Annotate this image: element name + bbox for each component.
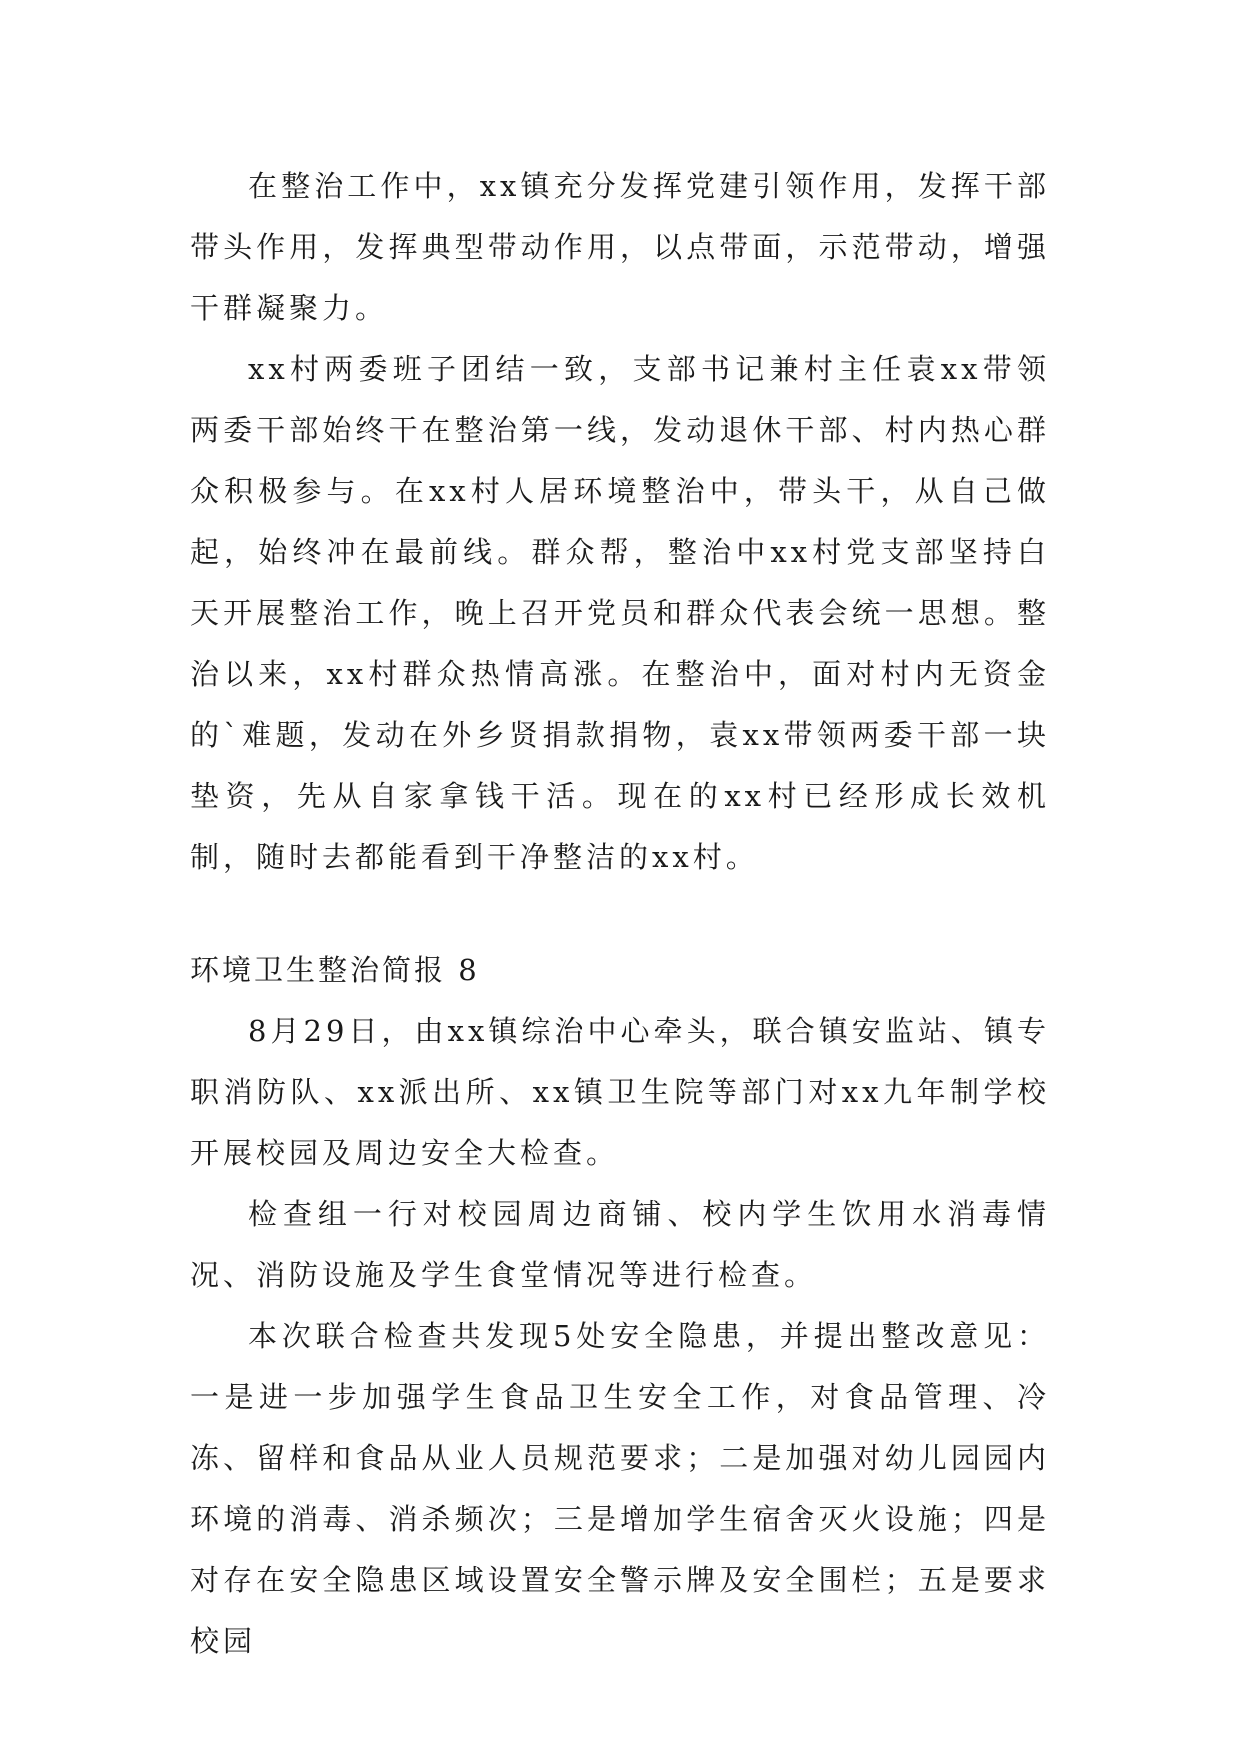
- paragraph-joint-inspection: 8月29日，由xx镇综治中心牵头，联合镇安监站、镇专职消防队、xx派出所、xx镇卫生院等部门对xx九年制学校开展校园及周边安全大检查。: [190, 1014, 1050, 1170]
- document-body: [190, 156, 1050, 1672]
- paragraph-village-committee: xx村两委班子团结一致，支部书记兼村主任袁xx带领两委干部始终干在整治第一线，发动退休干部、村内热心群众积极参与。在xx村人居环境整治中，带头干，从自己做起，始终冲在最前线。群众帮，整治中xx村党支部坚持白天开展整治工作，晚上召开党员和群众代表会统一思想。整治以来，xx村群众热情高涨。在整治中，面对村内无资金的`难题，发动在外乡贤捐款捐物，袁xx带领两委干部一块垫资，先从自家拿钱干活。现在的xx村已经形成长效机制，随时去都能看到干净整洁的xx村。: [190, 352, 1050, 874]
- paragraph-inspection-scope: 检查组一行对校园周边商铺、校内学生饮用水消毒情况、消防设施及学生食堂情况等进行检查。: [190, 1197, 1050, 1292]
- paragraph-party-leadership: 在整治工作中，xx镇充分发挥党建引领作用，发挥干部带头作用，发挥典型带动作用，以点带面，示范带动，增强干群凝聚力。: [190, 169, 1050, 325]
- paragraph-rectification-opinions: 本次联合检查共发现5处安全隐患，并提出整改意见：一是进一步加强学生食品卫生安全工作，对食品管理、冷冻、留样和食品从业人员规范要求；二是加强对幼儿园园内环境的消毒、消杀频次；三是增加学生宿舍灭火设施；四是对存在安全隐患区域设置安全警示牌及安全围栏；五是要求校园: [190, 1319, 1050, 1658]
- section-heading: 环境卫生整治简报 8: [190, 953, 480, 987]
